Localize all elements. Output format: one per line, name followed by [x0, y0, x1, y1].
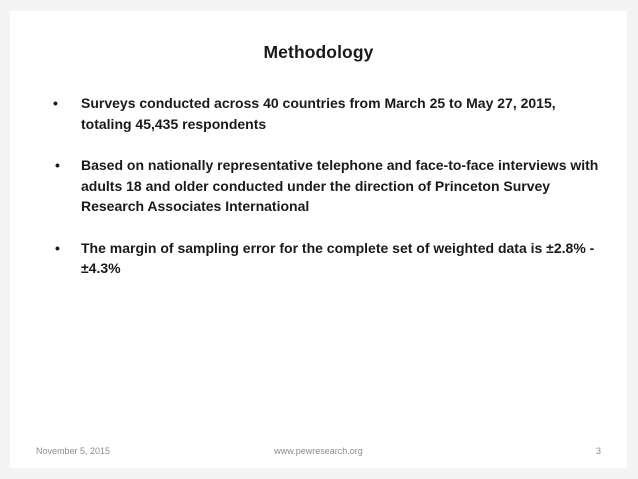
footer-date: November 5, 2015 — [36, 446, 111, 456]
bullet-text: The margin of sampling error for the complete set of weighted data is ±2.8% - ±4.3% — [81, 239, 595, 276]
frame-border-left — [0, 0, 10, 479]
frame-border-bottom — [0, 468, 638, 479]
slide-footer — [10, 446, 627, 460]
bullet-item-margin-of-error — [53, 238, 601, 279]
frame-border-right — [627, 0, 638, 479]
footer-url: www.pewresearch.org — [274, 446, 363, 456]
bullet-list — [53, 93, 601, 279]
bullet-marker: • — [53, 95, 58, 111]
bullet-marker: • — [55, 157, 60, 173]
page-number: 3 — [595, 446, 601, 456]
frame-border-top — [0, 0, 638, 11]
bullet-text: Based on nationally representative telephone and face-to-face interviews with adults 18 and older conducted under the direction of Princeton Survey Research Associates International — [81, 157, 599, 214]
slide — [10, 11, 627, 468]
bullet-marker: • — [55, 239, 60, 256]
bullet-item-surveys — [53, 93, 601, 134]
bullet-text: Surveys conducted across 40 countries from March 25 to May 27, 2015, totaling 45,435 respondents — [81, 95, 556, 132]
bullet-item-interviews — [53, 155, 601, 217]
slide-title: Methodology — [263, 42, 374, 62]
